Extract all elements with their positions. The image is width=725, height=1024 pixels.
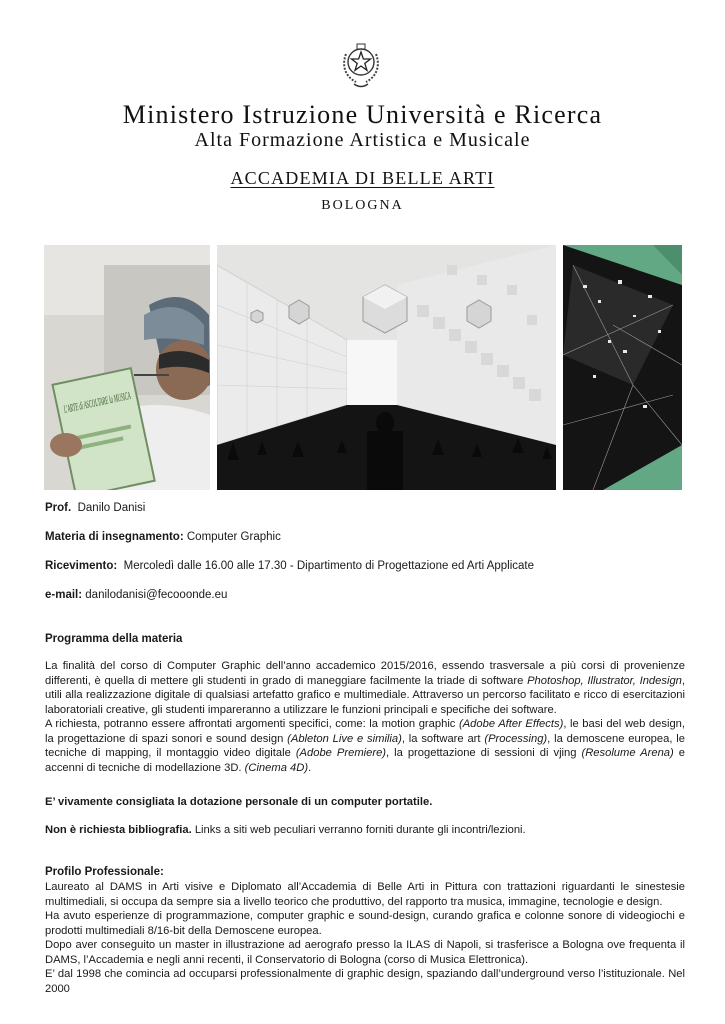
professor-line	[45, 501, 145, 515]
programma-heading: Programma della materia	[45, 633, 183, 645]
software-ableton: (Ableton Live e similia)	[287, 732, 402, 745]
software-processing: (Processing)	[484, 732, 548, 745]
programma-text-8: e accenni di tecniche di modellazione 3D.	[45, 747, 685, 774]
office-label: Ricevimento:	[45, 560, 118, 572]
academy-title	[0, 168, 725, 189]
profilo-paragraph-1: Laureato al DAMS in Arti visive e Diplomato all’Accademia di Belle Arti in Pittura con trattazioni riguardanti le sinestesie multimediali, si occupa da sempre sia a livello teorico che produttivo, del rapporto tra musica, immagine, tecnologie e design.	[45, 881, 685, 908]
programma-text-3: A richiesta, potranno essere affrontati argomenti specifici, come: la motion graphic	[45, 718, 459, 730]
bibliography-note	[45, 823, 685, 838]
programma-text-6: , la demoscene europea, le tecniche di mapping, il montaggio video digitale	[45, 732, 685, 759]
programma-text-5: , la software art	[401, 732, 485, 745]
republic-emblem-icon	[338, 40, 384, 92]
photo-geometric-render	[563, 245, 682, 490]
profilo-body	[45, 880, 685, 996]
academy-name: ACCADEMIA DI BELLE ARTI	[230, 168, 495, 188]
subject-line	[45, 530, 281, 544]
programma-text-9: .	[308, 761, 312, 774]
prof-label: Prof.	[45, 502, 72, 514]
photo-3d-projection	[217, 245, 556, 490]
programma-text-7: , la progettazione di sessioni di vjing	[386, 747, 582, 759]
programma-text-2: , utili alla realizzazione digitale di qualsiasi artefatto grafico e multimediale. Attraverso un percorso facilitato e ricco di esercitazioni laboratoriali creative, gli studenti impareranno a utilizzare le funzioni principali e specifiche dei software.	[45, 674, 685, 716]
profilo-heading: Profilo Professionale:	[45, 866, 164, 878]
office-value: Mercoledì dalle 16.00 alle 17.30 - Dipartimento di Progettazione ed Arti Applicate	[123, 560, 535, 572]
programma-text-4: , le basi del web design, la progettazione di spazi sonori e sound design	[45, 718, 685, 745]
software-premiere: (Adobe Premiere)	[295, 747, 387, 759]
profilo-paragraph-4: E’ dal 1998 che comincia ad occuparsi professionalmente di graphic design, spaziando dall’underground verso l’istituzionale. Nel 2000	[45, 968, 685, 995]
prof-name: Danilo Danisi	[77, 502, 146, 514]
profilo-paragraph-3: Dopo aver conseguito un master in illustrazione ad aerografo presso la ILAS di Napoli, si trasferisce a Bologna ove frequenta il DAMS, l’Accademia e negli anni recenti, il Conservatorio di Bologna (corso di Musica Elettronica).	[45, 939, 685, 966]
bibliography-bold: Non è richiesta bibliografia.	[45, 824, 192, 836]
software-cinema4d: (Cinema 4D)	[244, 761, 309, 774]
photo-reader	[44, 245, 210, 490]
email-label: e-mail:	[45, 589, 83, 601]
email-line	[45, 588, 227, 602]
subject-value: Computer Graphic	[186, 531, 281, 543]
programma-body	[45, 659, 685, 775]
laptop-note	[45, 795, 685, 810]
software-triade: Photoshop, Illustrator, Indesign	[527, 674, 682, 687]
city-label: BOLOGNA	[321, 198, 404, 213]
office-hours-line	[45, 559, 534, 573]
email-link[interactable]: danilodanisi@fecooonde.eu	[85, 589, 228, 601]
afam-subtitle: Alta Formazione Artistica e Musicale	[194, 129, 531, 151]
subject-label: Materia di insegnamento:	[45, 531, 184, 543]
software-after-effects: (Adobe After Effects)	[458, 718, 564, 730]
programma-text-1: La finalità del corso di Computer Graphic dell’anno accademico 2015/2016, essendo trasversale a più corsi di provenienze differenti, è quella di mettere gli studenti in grado di maneggiare facilmente la triade di software	[45, 660, 685, 687]
profilo-paragraph-2: Ha avuto esperienze di programmazione, computer graphic e sound-design, curando grafica e colonne sonore di videogiochi e prodotti multimediali 8/16-bit della Demoscene europea.	[45, 910, 685, 937]
laptop-note-text: E’ vivamente consigliata la dotazione personale di un computer portatile.	[45, 796, 433, 808]
bibliography-rest: Links a siti web peculiari verranno forniti durante gli incontri/lezioni.	[191, 824, 526, 836]
ministry-title: Ministero Istruzione Università e Ricerca	[122, 100, 603, 129]
software-resolume: (Resolume Arena)	[581, 747, 674, 759]
